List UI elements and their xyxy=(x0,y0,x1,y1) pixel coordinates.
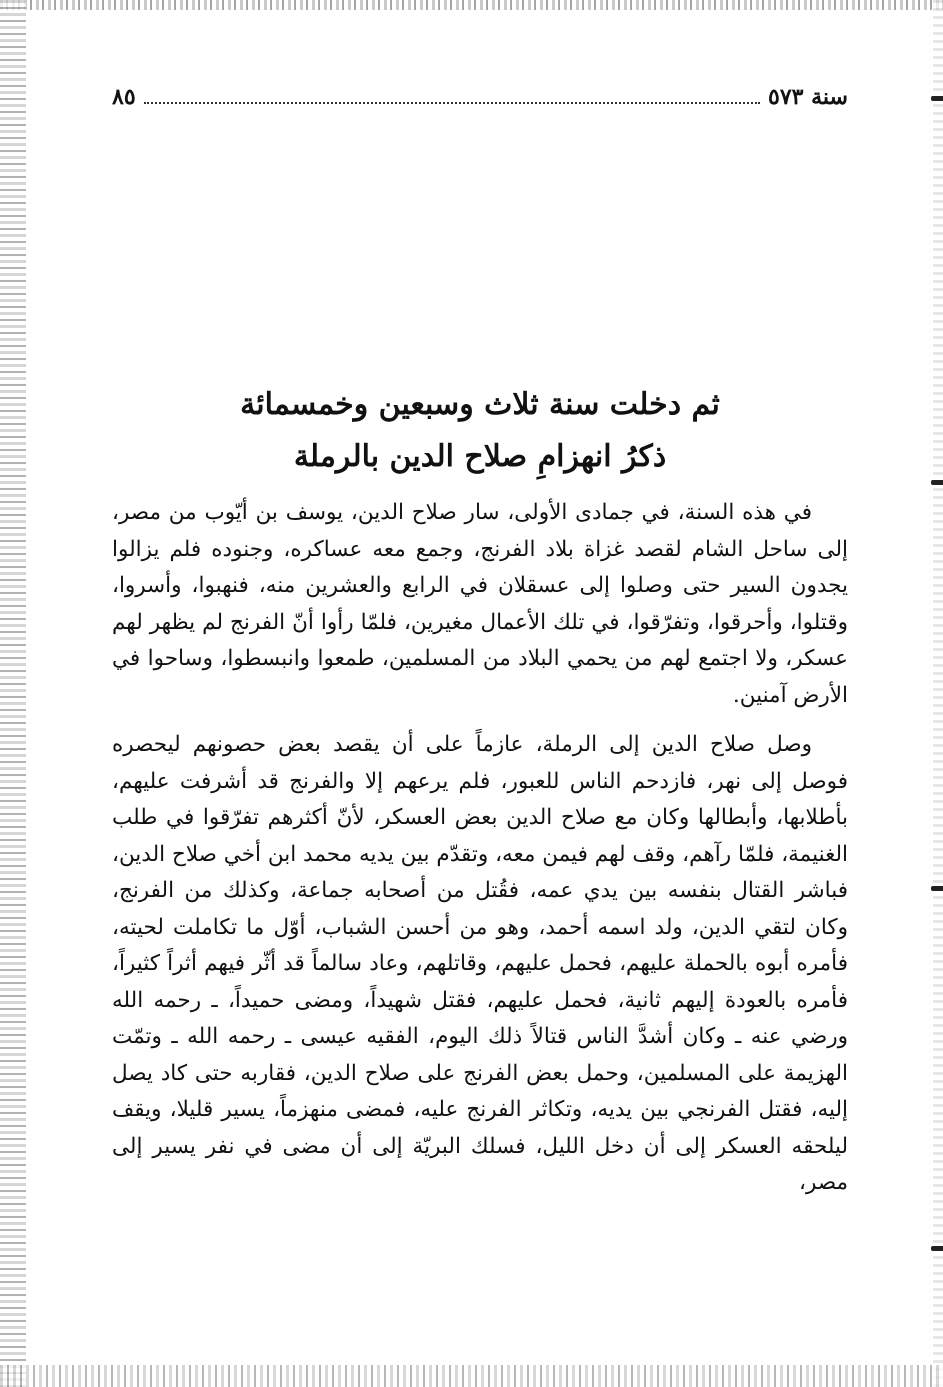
header-dot-leader xyxy=(144,88,760,104)
running-header xyxy=(112,84,848,118)
section-heading: ذكرُ انهزامِ صلاح الدين بالرملة xyxy=(293,439,667,474)
scan-border-left xyxy=(0,0,26,1387)
page-body xyxy=(112,385,848,1202)
paragraph: في هذه السنة، في جمادى الأولى، سار صلاح الدين، يوسف بن أيّوب من مصر، إلى ساحل الشام لقصد غزاة بلاد الفرنج، وجمع معه عساكره، وجنوده فلم يزالوا يجدون السير حتى وصلوا إلى عسقلان في الرابع والعشرين منه، فنهبوا، وأسروا، وقتلوا، وأحرقوا، وتفرّقوا، في تلك الأعمال مغيرين، فلمّا رأوا أنّ الفرنج لم يظهر لهم عسكر، ولا اجتمع لهم من يحمي البلاد من المسلمين، طمعوا وانبسطوا، وساحوا في الأرض آمنين. xyxy=(112,500,848,708)
chapter-heading: ثم دخلت سنة ثلاث وسبعين وخمسمائة xyxy=(240,387,720,422)
page-number: ٨٥ xyxy=(112,84,136,110)
scan-border-right xyxy=(933,0,943,1387)
scan-border-bottom xyxy=(0,1365,943,1387)
margin-mark xyxy=(931,1246,943,1251)
margin-mark xyxy=(931,480,943,485)
running-header-year: سنة ٥٧٣ xyxy=(768,84,848,110)
scan-border-top xyxy=(0,0,943,10)
margin-mark xyxy=(931,96,943,101)
margin-mark xyxy=(931,886,943,891)
paragraph: وصل صلاح الدين إلى الرملة، عازماً على أن يقصد بعض حصونهم ليحصره فوصل إلى نهر، فازدحم الناس للعبور، فلم يرعهم إلا والفرنج قد أشرفت عليهم، بأطلابها، وأبطالها وكان مع صلاح الدين بعض العسكر، لأنّ أكثرهم تفرّقوا في طلب الغنيمة، فلمّا رآهم، وقف لهم فيمن معه، وتقدّم بين يديه محمد ابن أخي صلاح الدين، فباشر القتال بنفسه بين يدي عمه، فقُتل من أصحابه جماعة، وكذلك من الفرنج، وكان لتقي الدين، ولد اسمه أحمد، وهو من أحسن الشباب، أوّل ما تكاملت لحيته، فأمره أبوه بالحملة عليهم، فحمل عليهم، وقاتلهم، وعاد سالماً قد أثّر فيهم أثراً كثيراً، فأمره بالعودة إليهم ثانية، فحمل عليهم، فقتل شهيداً، ومضى حميداً، ـ رحمه الله ورضي عنه ـ وكان أشدَّ الناس قتالاً ذلك اليوم، الفقيه عيسى ـ رحمه الله ـ وتمّت الهزيمة على المسلمين، وحمل بعض الفرنج على صلاح الدين، فقاربه حتى كاد يصل إليه، فقتل الفرنجي بين يديه، وتكاثر الفرنج عليه، فمضى منهزماً، يسير قليلا، ويقف ليلحقه العسكر إلى أن دخل الليل، فسلك البريّة إلى أن مضى في نفر يسير إلى مصر، xyxy=(112,732,848,1195)
